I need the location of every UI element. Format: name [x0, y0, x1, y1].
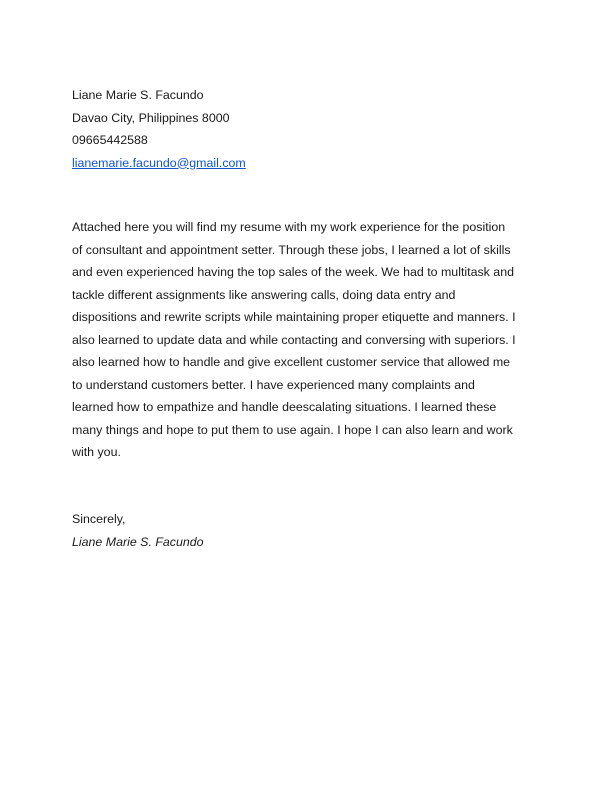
- salutation: Sincerely,: [72, 512, 126, 526]
- body-line: and even experienced having the top sales of the week. We had to multitask and: [72, 265, 514, 279]
- body-line: of consultant and appointment setter. Through these jobs, I learned a lot of skills: [72, 242, 511, 257]
- body-line: to understand customers better. I have experienced many complaints and: [72, 377, 475, 392]
- signature-name: Liane Marie S. Facundo: [72, 534, 204, 549]
- letter-closing: [72, 508, 204, 553]
- body-line: also learned to update data and while contacting and conversing with superiors. I: [72, 332, 516, 347]
- body-line: learned how to empathize and handle deescalating situations. I learned these: [72, 400, 497, 414]
- body-line: Attached here you will find my resume with my work experience for the position: [72, 220, 506, 234]
- sender-address: Davao City, Philippines 8000: [72, 110, 230, 125]
- body-line: with you.: [72, 445, 121, 459]
- sender-name: Liane Marie S. Facundo: [72, 88, 204, 102]
- sender-info: [72, 84, 542, 174]
- body-line: also learned how to handle and give excellent customer service that allowed me: [72, 355, 511, 369]
- sender-phone: 09665442588: [72, 133, 148, 147]
- body-line: tackle different assignments like answering calls, doing data entry and: [72, 287, 456, 302]
- body-line: many things and hope to put them to use again. I hope I can also learn and work: [72, 422, 513, 437]
- body-line: dispositions and rewrite scripts while maintaining proper etiquette and manners. I: [72, 310, 516, 324]
- sender-email-link[interactable]: lianemarie.facundo@gmail.com: [72, 155, 246, 170]
- letter-body: [72, 216, 544, 464]
